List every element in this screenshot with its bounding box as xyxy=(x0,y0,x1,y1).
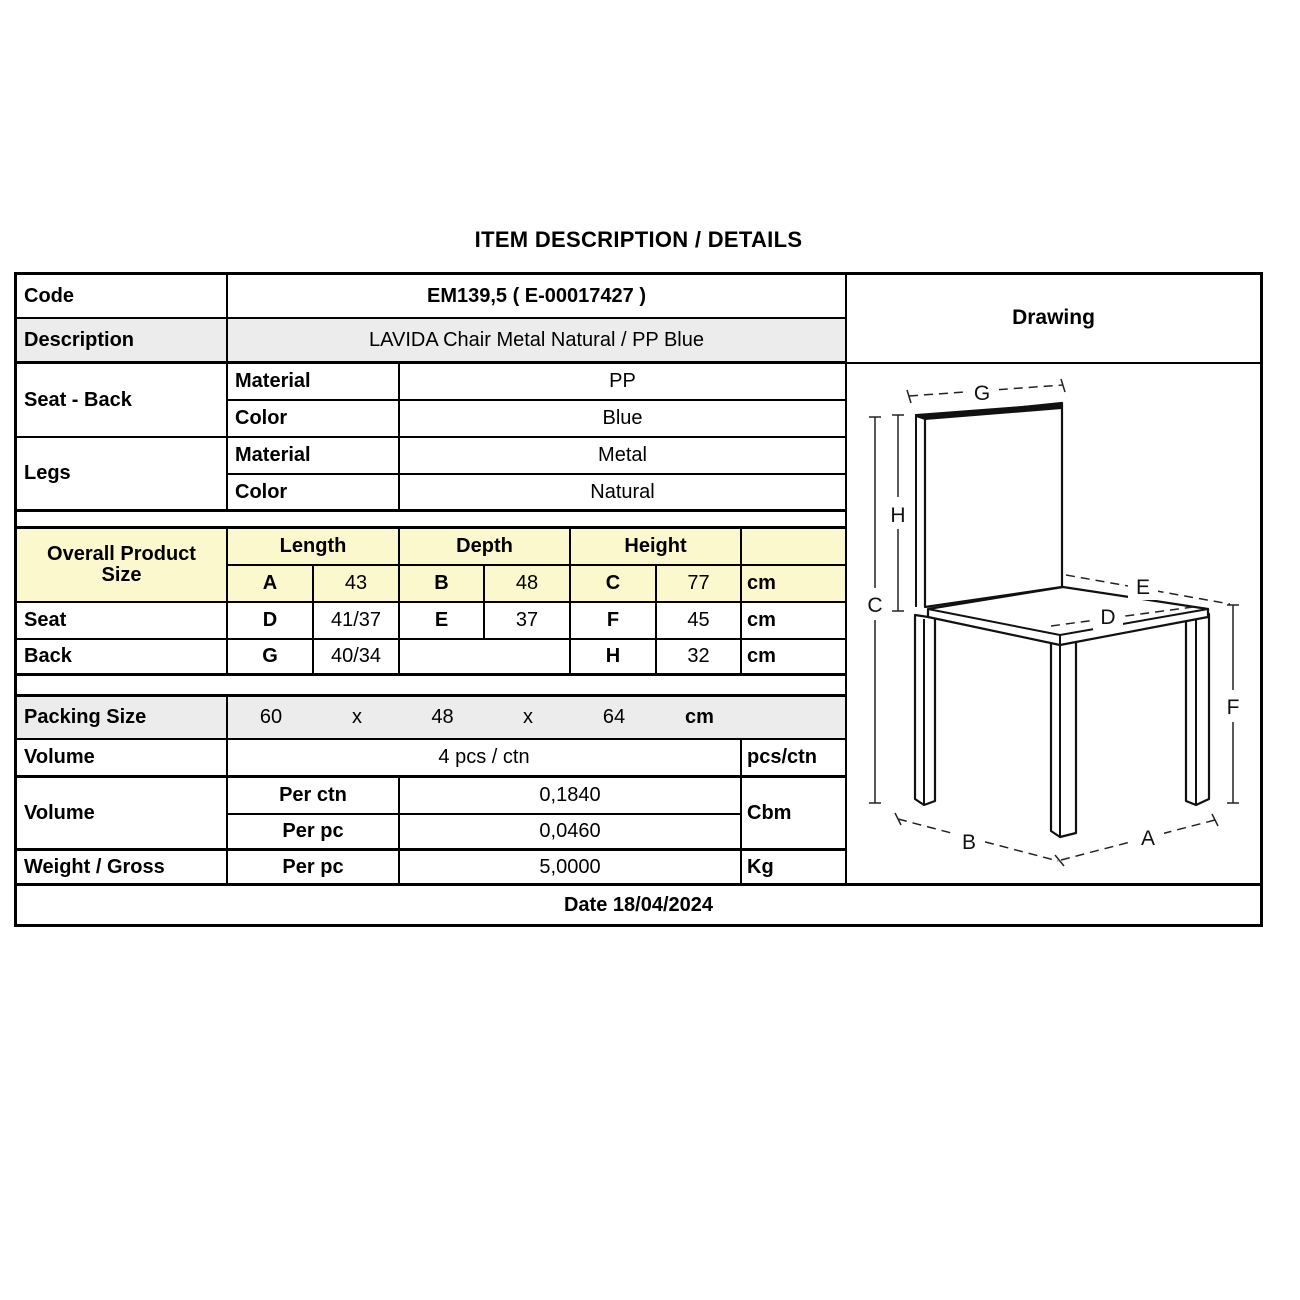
packing-sep-2: x xyxy=(523,706,533,728)
unit-header-empty xyxy=(742,529,847,566)
packing-dim-3: 64 xyxy=(602,706,626,728)
seat-length-key: D xyxy=(228,603,314,640)
overall-height-key: C xyxy=(571,566,657,603)
volume-pcs-value: 4 pcs / ctn xyxy=(228,740,742,778)
drawing-cell xyxy=(847,364,1260,886)
per-pc-value: 0,0460 xyxy=(400,815,742,851)
legs-label: Legs xyxy=(17,438,228,512)
overall-height-value: 77 xyxy=(657,566,742,603)
overall-length-value: 43 xyxy=(314,566,400,603)
chair-leg-front xyxy=(1051,639,1076,837)
chair-backrest xyxy=(925,403,1062,607)
legs-material-value: Metal xyxy=(400,438,847,475)
seat-row-label: Seat xyxy=(17,603,228,640)
seat-back-color-label: Color xyxy=(228,401,400,438)
height-header: Height xyxy=(571,529,742,566)
seat-height-key: F xyxy=(571,603,657,640)
per-pc-label: Per pc xyxy=(228,815,400,851)
dim-label-g: G xyxy=(973,382,991,405)
legs-color-label: Color xyxy=(228,475,400,512)
dim-label-a: A xyxy=(1140,827,1156,850)
chair-leg-back-right xyxy=(1186,614,1209,805)
code-value: EM139,5 ( E-00017427 ) xyxy=(228,275,847,319)
dim-label-e: E xyxy=(1135,576,1151,599)
per-ctn-label: Per ctn xyxy=(228,778,400,815)
spacer-row xyxy=(17,676,847,697)
page-title: ITEM DESCRIPTION / DETAILS xyxy=(474,227,803,252)
packing-sep-1: x xyxy=(352,706,362,728)
packing-dim-1: 60 xyxy=(259,706,283,728)
back-height-value: 32 xyxy=(657,640,742,676)
spacer-row xyxy=(17,512,847,529)
drawing-header: Drawing xyxy=(847,275,1260,364)
volume-cbm-label: Volume xyxy=(17,778,228,851)
back-depth-empty xyxy=(400,640,571,676)
packing-size-value xyxy=(228,697,847,740)
back-length-key: G xyxy=(228,640,314,676)
legs-color-value: Natural xyxy=(400,475,847,512)
description-label: Description xyxy=(17,319,228,364)
legs-material-label: Material xyxy=(228,438,400,475)
dim-label-b: B xyxy=(961,831,977,854)
overall-unit: cm xyxy=(742,566,847,603)
back-height-key: H xyxy=(571,640,657,676)
seat-length-value: 41/37 xyxy=(314,603,400,640)
overall-depth-key: B xyxy=(400,566,485,603)
depth-header: Depth xyxy=(400,529,571,566)
per-ctn-value: 0,1840 xyxy=(400,778,742,815)
weight-value: 5,0000 xyxy=(400,851,742,886)
volume-pcs-unit: pcs/ctn xyxy=(742,740,847,778)
overall-size-label xyxy=(17,529,228,603)
length-header: Length xyxy=(228,529,400,566)
packing-dim-2: 48 xyxy=(431,706,454,728)
dim-label-f: F xyxy=(1226,696,1240,719)
volume-cbm-unit: Cbm xyxy=(742,778,847,851)
overall-size-label-line2: Size xyxy=(101,564,142,586)
dim-tick xyxy=(1055,855,1064,866)
date-row: Date 18/04/2024 xyxy=(17,886,1260,924)
back-row-label: Back xyxy=(17,640,228,676)
back-length-value: 40/34 xyxy=(314,640,400,676)
seat-back-material-value: PP xyxy=(400,364,847,401)
seat-back-color-value: Blue xyxy=(400,401,847,438)
dim-label-c: C xyxy=(867,594,883,617)
dim-label-d: D xyxy=(1100,606,1116,629)
seat-unit: cm xyxy=(742,603,847,640)
overall-depth-value: 48 xyxy=(485,566,571,603)
overall-length-key: A xyxy=(228,566,314,603)
item-details-table xyxy=(14,272,1263,927)
weight-label: Weight / Gross xyxy=(17,851,228,886)
seat-back-material-label: Material xyxy=(228,364,400,401)
seat-height-value: 45 xyxy=(657,603,742,640)
chair-drawing xyxy=(847,364,1258,884)
overall-size-label-line1: Overall Product xyxy=(47,543,196,565)
seat-depth-key: E xyxy=(400,603,485,640)
back-unit: cm xyxy=(742,640,847,676)
description-value: LAVIDA Chair Metal Natural / PP Blue xyxy=(228,319,847,364)
seat-back-label: Seat - Back xyxy=(17,364,228,438)
seat-depth-value: 37 xyxy=(485,603,571,640)
packing-unit: cm xyxy=(685,706,714,728)
weight-unit: Kg xyxy=(742,851,847,886)
weight-per-pc-label: Per pc xyxy=(228,851,400,886)
dim-label-h: H xyxy=(890,504,906,527)
code-label: Code xyxy=(17,275,228,319)
volume-pcs-label: Volume xyxy=(17,740,228,778)
packing-size-label: Packing Size xyxy=(17,697,228,740)
